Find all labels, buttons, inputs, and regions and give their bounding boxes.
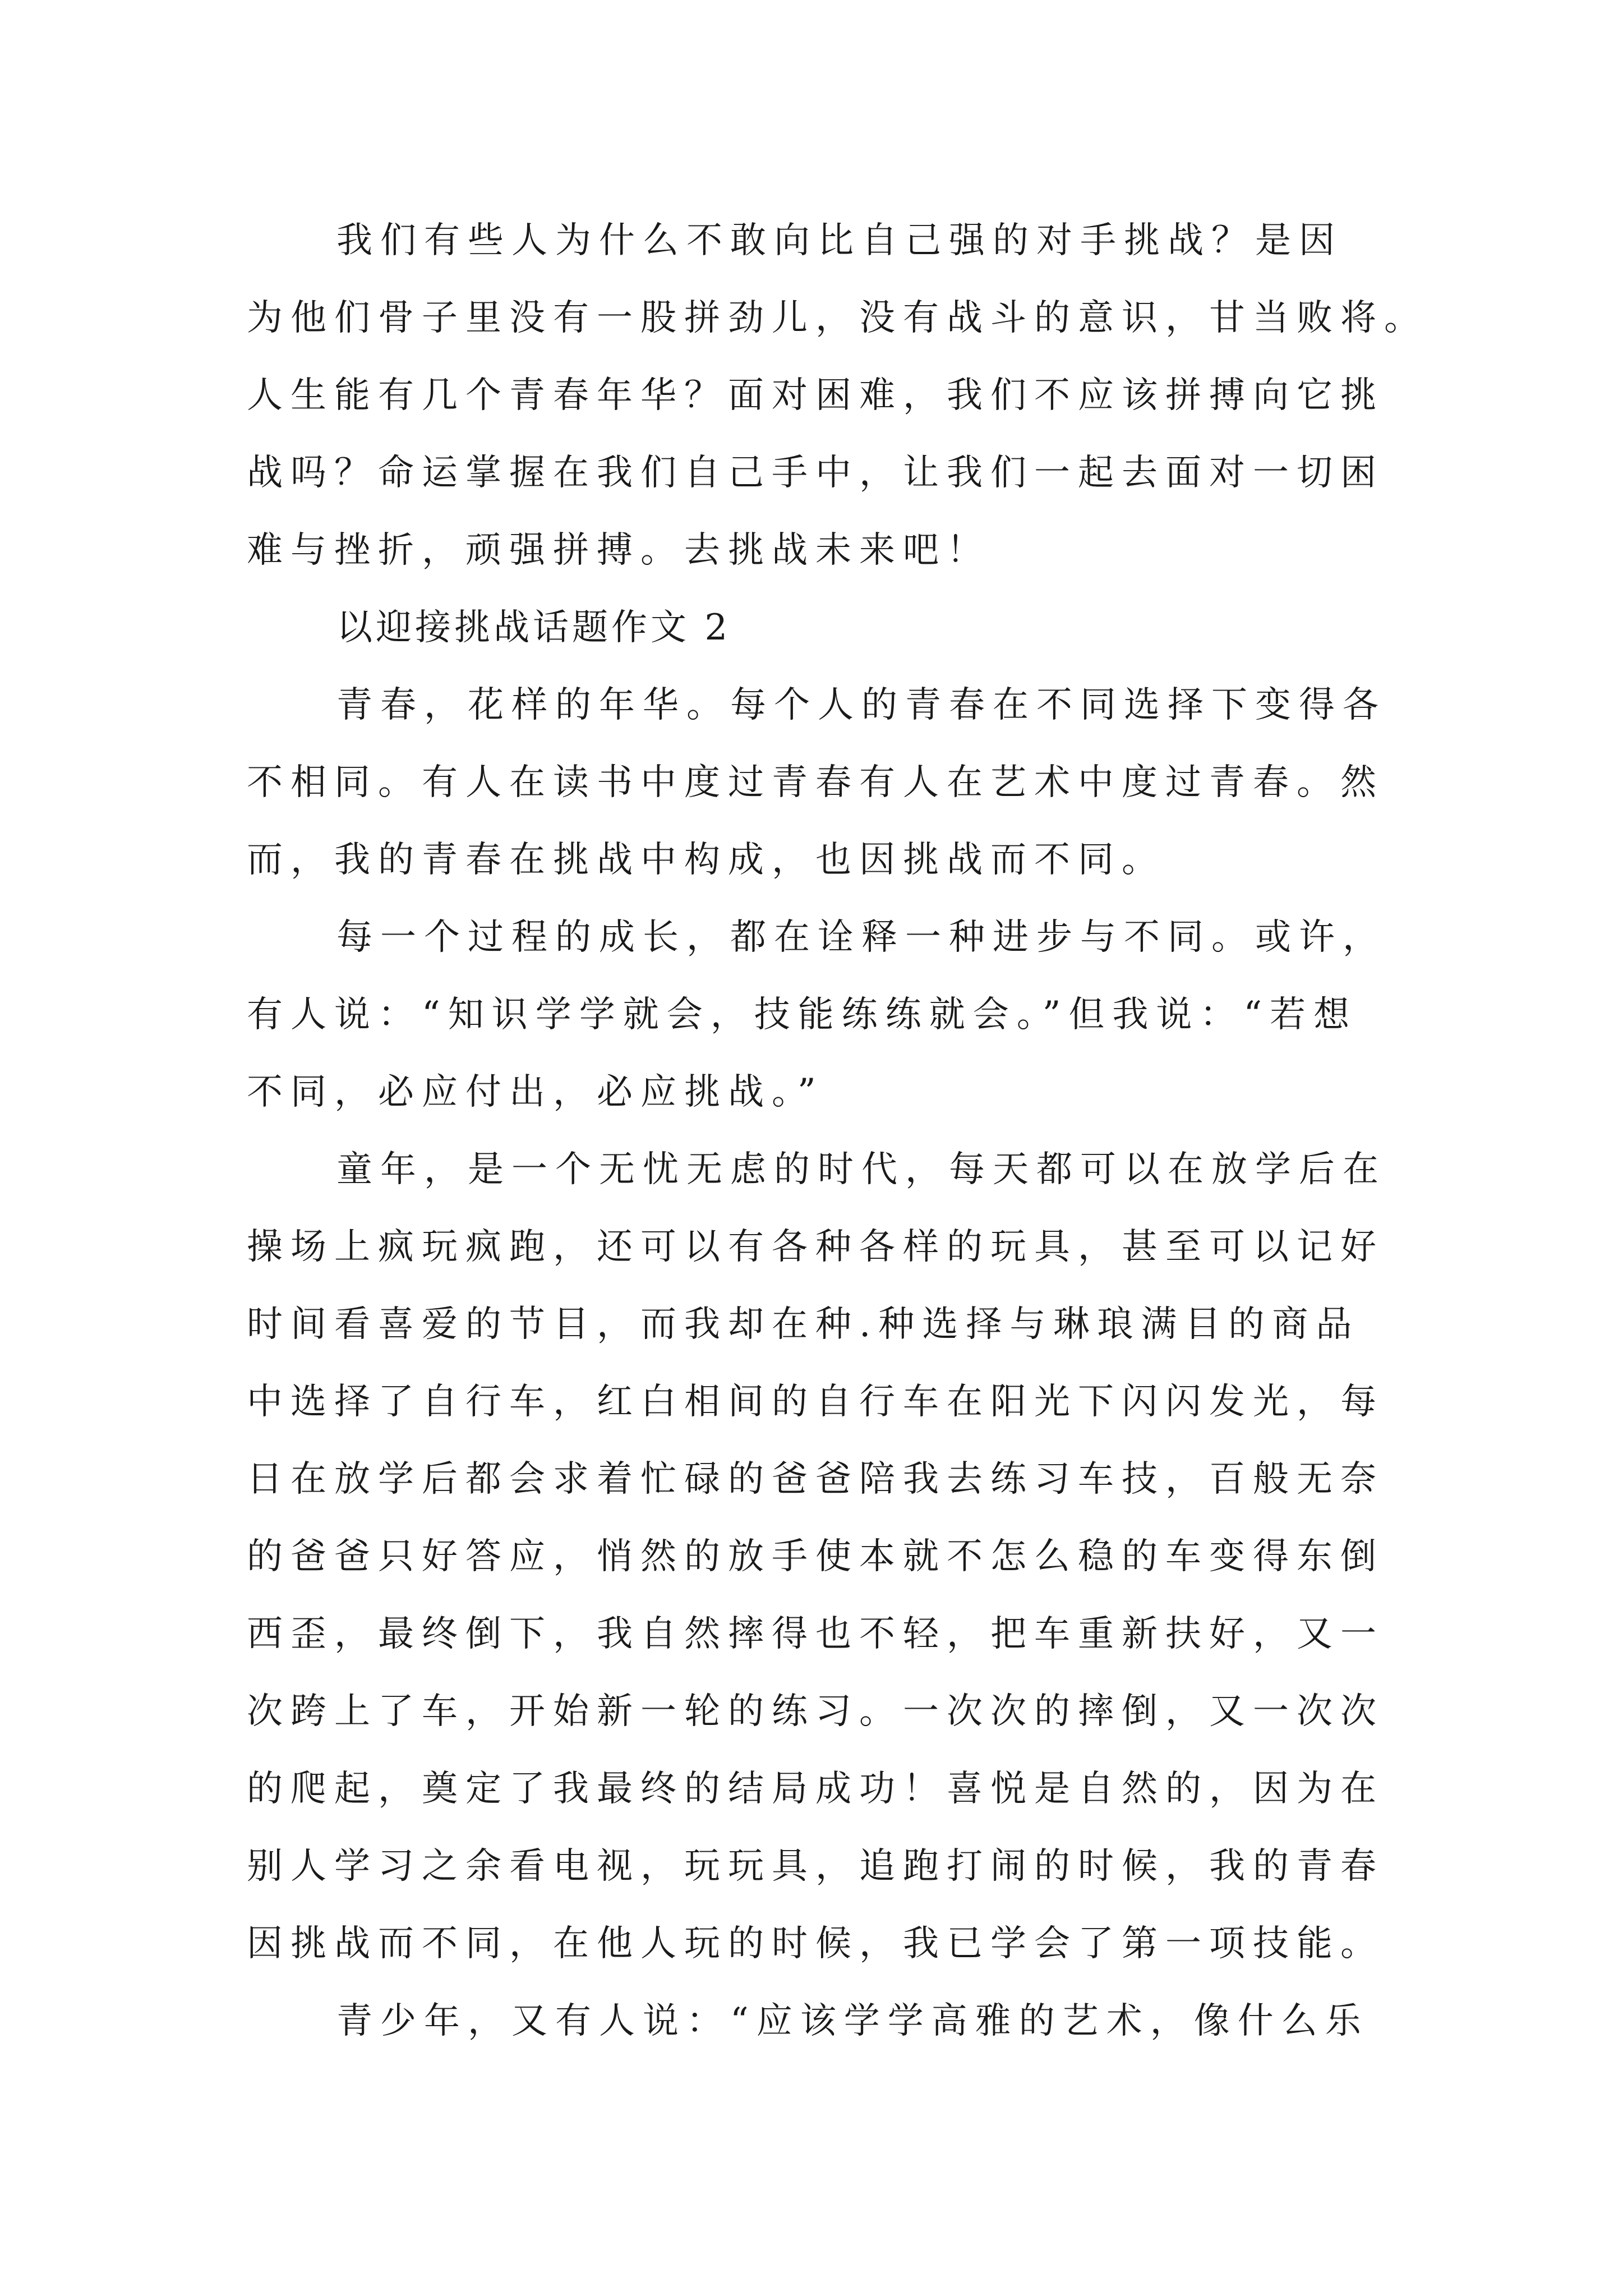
text-line: 日在放学后都会求着忙碌的爸爸陪我去练习车技，百般无奈	[247, 1458, 1384, 1500]
text-line: 中选择了自行车，红白相间的自行车在阳光下闪闪发光，每	[247, 1381, 1384, 1423]
text-line: 的爬起，奠定了我最终的结局成功！喜悦是自然的，因为在	[247, 1768, 1384, 1810]
text-line: 不同，必应付出，必应挑战。”	[247, 1071, 824, 1113]
text-line: 难与挫折，顽强拼搏。去挑战未来吧！	[247, 530, 990, 571]
text-line: 别人学习之余看电视，玩玩具，追跑打闹的时候，我的青春	[247, 1846, 1384, 1887]
essay-title: 以迎接挑战话题作文 2	[336, 607, 731, 648]
text-line: 时间看喜爱的节目，而我却在种.种选择与琳琅满目的商品	[247, 1304, 1360, 1345]
text-line: 次跨上了车，开始新一轮的练习。一次次的摔倒，又一次次	[247, 1691, 1384, 1732]
text-line: 青春，花样的年华。每个人的青春在不同选择下变得各	[336, 684, 1386, 726]
text-line: 童年，是一个无忧无虑的时代，每天都可以在放学后在	[336, 1149, 1386, 1190]
text-line: 人生能有几个青春年华？面对困难，我们不应该拼搏向它挑	[247, 375, 1384, 416]
text-line: 的爸爸只好答应，悄然的放手使本就不怎么稳的车变得东倒	[247, 1536, 1384, 1577]
text-line: 有人说：“知识学学就会，技能练练就会。”但我说：“若想	[247, 994, 1358, 1036]
text-line: 而，我的青春在挑战中构成，也因挑战而不同。	[247, 839, 1165, 881]
essay-body	[247, 202, 1428, 2060]
text-line: 不相同。有人在读书中度过青春有人在艺术中度过青春。然	[247, 762, 1384, 803]
text-line: 青少年，又有人说：“应该学学高雅的艺术，像什么乐	[336, 2000, 1369, 2042]
text-line: 战吗？命运掌握在我们自己手中，让我们一起去面对一切困	[247, 452, 1384, 494]
text-line: 因挑战而不同，在他人玩的时候，我已学会了第一项技能。	[247, 1923, 1384, 1964]
text-line: 为他们骨子里没有一股拼劲儿，没有战斗的意识，甘当败将。	[247, 297, 1428, 339]
text-line: 每一个过程的成长，都在诠释一种进步与不同。或许，	[336, 917, 1386, 958]
text-line: 操场上疯玩疯跑，还可以有各种各样的玩具，甚至可以记好	[247, 1226, 1384, 1268]
text-line: 西歪，最终倒下，我自然摔得也不轻，把车重新扶好，又一	[247, 1613, 1384, 1655]
text-line: 我们有些人为什么不敢向比自己强的对手挑战？是因	[336, 220, 1343, 261]
